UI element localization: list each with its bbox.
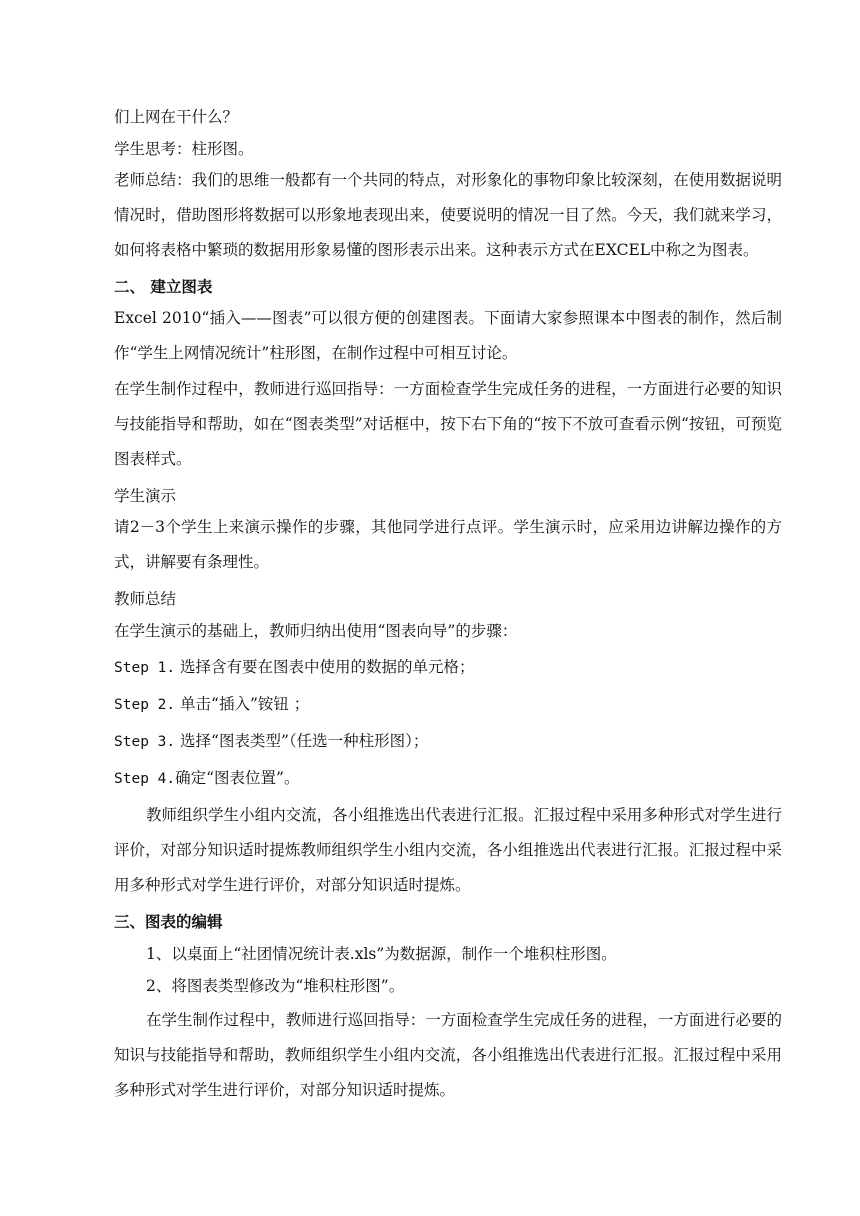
step-4 xyxy=(114,765,782,792)
section-heading-create-chart: 二、 建立图表 xyxy=(114,278,213,296)
step-2-text: 单击“插入”铵钮 ； xyxy=(175,695,310,713)
paragraph-student-thinking: 学生思考：柱形图。 xyxy=(114,140,254,158)
step-1-label: Step 1. xyxy=(114,660,176,676)
paragraph-teacher-summary-title: 教师总结 xyxy=(114,590,177,608)
step-2-label: Step 2. xyxy=(114,697,176,713)
paragraph-tour-guidance-2: 在学生制作过程中，教师进行巡回指导：一方面检查学生完成任务的进程，一方面进行必要的知识与技能指导和帮助，教师组织学生小组内交流，各小组推选出代表进行汇报。汇报过程中采用多种形式对学生进行评价，对部分知识适时提炼。 xyxy=(114,1011,782,1099)
step-3-label: Step 3. xyxy=(114,734,176,750)
section-heading-chart-edit: 三、图表的编辑 xyxy=(114,913,223,931)
step-3 xyxy=(114,728,782,755)
step-4-label: Step 4. xyxy=(114,771,176,787)
paragraph-task-2: 2、将图表类型修改为“堆积柱形图”。 xyxy=(146,977,405,995)
paragraph-group-exchange: 教师组织学生小组内交流，各小组推选出代表进行汇报。汇报过程中采用多种形式对学生进行评价，对部分知识适时提炼教师组织学生小组内交流，各小组推选出代表进行汇报。汇报过程中采用多种形式对学生进行评价，对部分知识适时提炼。 xyxy=(114,806,782,894)
document-page xyxy=(114,104,782,1114)
paragraph-student-demo: 请2－3个学生上来演示操作的步骤，其他同学进行点评。学生演示时，应采用边讲解边操作的方式，讲解要有条理性。 xyxy=(114,518,782,571)
paragraph-question: 们上网在干什么？ xyxy=(114,108,239,126)
step-3-text: 选择“图表类型”（任选一种柱形图）； xyxy=(175,732,429,750)
paragraph-task-1: 1、以桌面上“社团情况统计表.xls”为数据源，制作一个堆积柱形图。 xyxy=(146,945,617,963)
paragraph-student-demo-title: 学生演示 xyxy=(114,487,177,505)
paragraph-teacher-summary: 老师总结：我们的思维一般都有一个共同的特点，对形象化的事物印象比较深刻，在使用数据说明情况时，借助图形将数据可以形象地表现出来，使要说明的情况一目了然。今天，我们就来学习，如何将表格中繁琐的数据用形象易懂的图形表示出来。这种表示方式在EXCEL中称之为图表。 xyxy=(114,171,782,259)
paragraph-wizard-steps-intro: 在学生演示的基础上，教师归纳出使用“图表向导”的步骤： xyxy=(114,622,518,640)
step-1-text: 选择含有要在图表中使用的数据的单元格； xyxy=(175,658,475,676)
paragraph-tour-guidance: 在学生制作过程中，教师进行巡回指导：一方面检查学生完成任务的进程，一方面进行必要的知识与技能指导和帮助，如在“图表类型”对话框中，按下右下角的“按下不放可查看示例“按钮，可预览图表样式。 xyxy=(114,380,782,468)
step-4-text: 确定“图表位置”。 xyxy=(175,769,300,787)
step-1 xyxy=(114,654,782,681)
paragraph-excel-insert: Excel 2010“插入——图表”可以很方便的创建图表。下面请大家参照课本中图表的制作，然后制作“学生上网情况统计”柱形图，在制作过程中可相互讨论。 xyxy=(114,309,782,362)
step-2 xyxy=(114,691,782,718)
